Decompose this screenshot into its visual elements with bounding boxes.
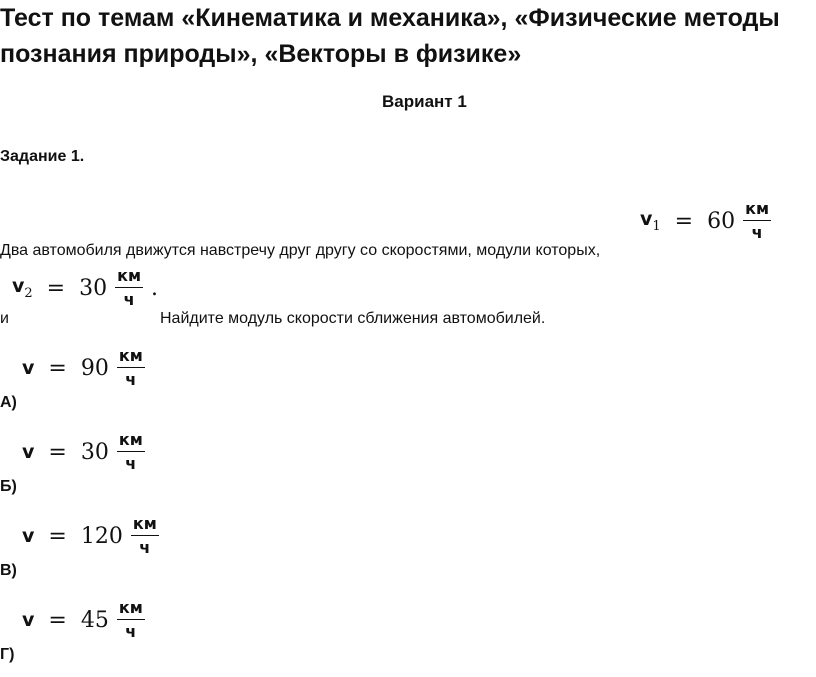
question-conjunction: и bbox=[0, 310, 9, 327]
formula-value: 90 bbox=[80, 355, 109, 381]
question-prompt: Найдите модуль скорости сближения автомобилей. bbox=[160, 310, 546, 327]
formula-value: 30 bbox=[79, 275, 108, 301]
variant-heading: Вариант 1 bbox=[382, 92, 467, 111]
formula-unit: $\frac{км}{ч}$ bbox=[118, 430, 143, 473]
formula-equals: = bbox=[674, 208, 694, 234]
answer-formula bbox=[22, 432, 145, 472]
formula-unit: $\frac{км}{ч}$ bbox=[745, 199, 770, 242]
formula-unit: $\frac{км}{ч}$ bbox=[132, 514, 157, 557]
answer-formula bbox=[22, 516, 159, 556]
formula-variable: v bbox=[22, 441, 35, 463]
formula-variable: $v_2$ bbox=[12, 275, 33, 301]
formula-unit: $\frac{км}{ч}$ bbox=[118, 598, 143, 641]
formula-value: 30 bbox=[80, 439, 109, 465]
answer-letter: Г) bbox=[0, 646, 15, 663]
formula-value: 60 bbox=[707, 208, 736, 234]
formula-variable: $v_1$ bbox=[640, 208, 661, 234]
formula-variable: v bbox=[22, 357, 35, 379]
question-text: Два автомобиля движутся навстречу друг другу со скоростями, модули которых, bbox=[0, 242, 601, 259]
formula-equals: = bbox=[48, 355, 67, 381]
formula-variable: v bbox=[22, 525, 35, 547]
answer-formula bbox=[22, 600, 145, 640]
formula-value: 120 bbox=[80, 523, 123, 549]
formula-period: . bbox=[151, 275, 159, 301]
formula-v2 bbox=[12, 268, 158, 308]
answer-letter: А) bbox=[0, 394, 17, 411]
formula-equals: = bbox=[48, 439, 67, 465]
formula-unit: $\frac{км}{ч}$ bbox=[118, 346, 143, 389]
formula-equals: = bbox=[48, 523, 67, 549]
formula-equals: = bbox=[46, 275, 66, 301]
formula-equals: = bbox=[48, 607, 67, 633]
page-title: Тест по темам «Кинематика и механика», «Физические методы познания природы», «Векторы в физике» bbox=[0, 4, 780, 68]
task-label: Задание 1. bbox=[0, 148, 85, 165]
answer-letter: Б) bbox=[0, 478, 17, 495]
formula-value: 45 bbox=[80, 607, 109, 633]
formula-v1 bbox=[640, 201, 771, 241]
formula-unit: $\frac{км}{ч}$ bbox=[117, 266, 142, 309]
answer-formula bbox=[22, 348, 145, 388]
answer-letter: В) bbox=[0, 562, 17, 579]
formula-variable: v bbox=[22, 609, 35, 631]
